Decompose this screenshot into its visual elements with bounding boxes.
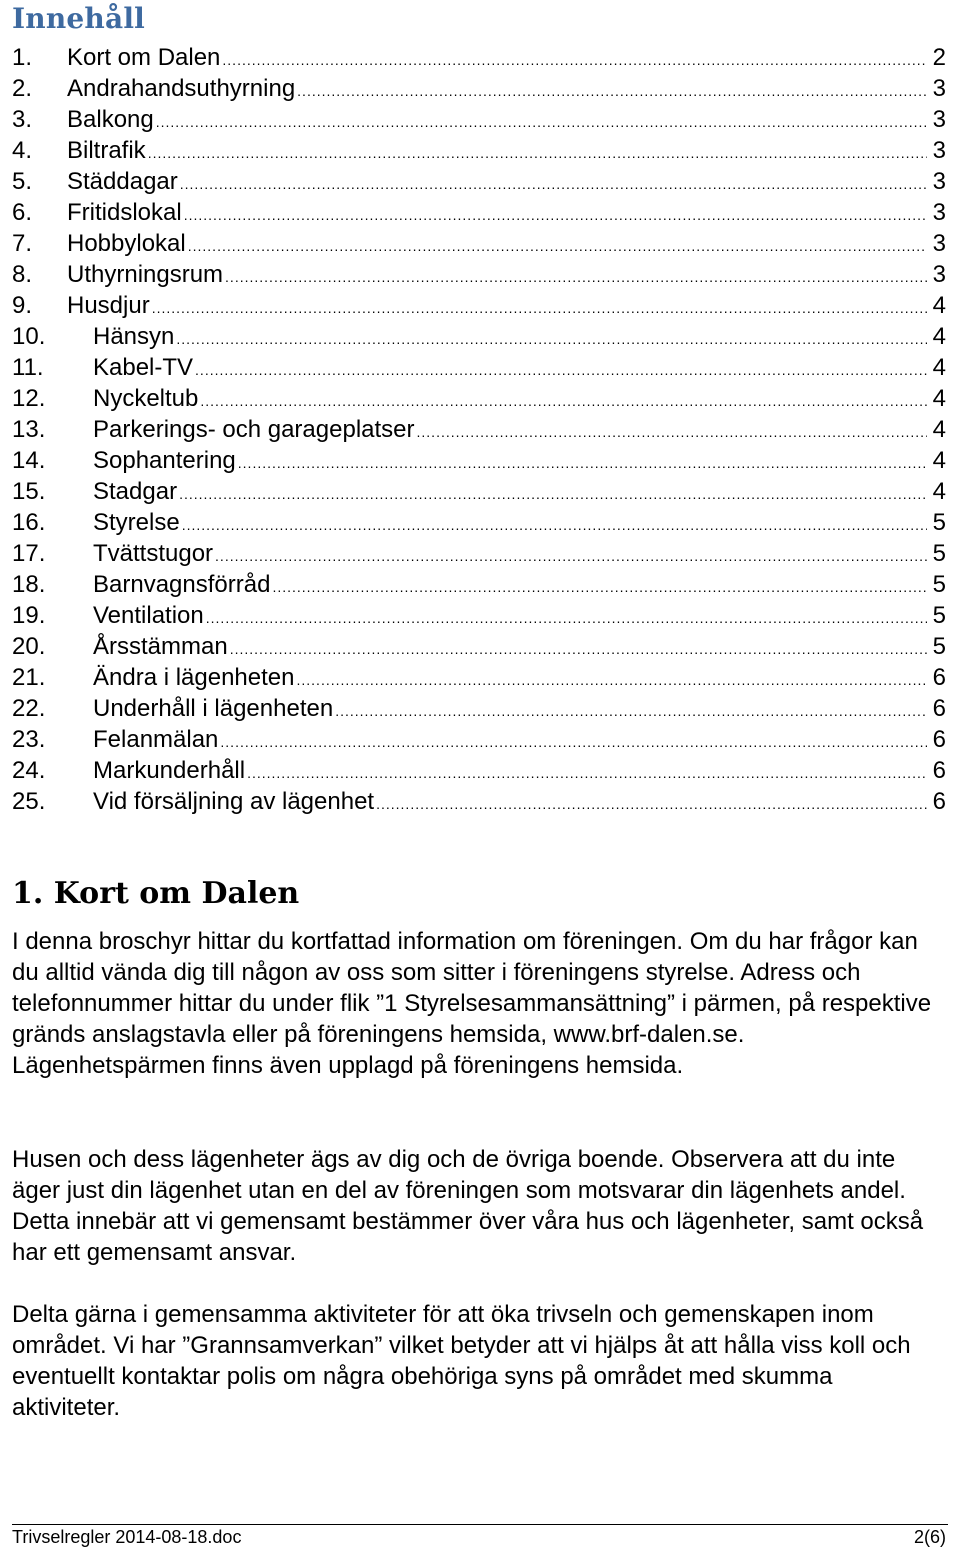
toc-entry-page: 5: [932, 571, 946, 598]
toc-entry[interactable]: [12, 631, 946, 662]
toc-leader-dots: [152, 293, 927, 324]
toc-entry-title: Markunderhåll: [93, 757, 246, 784]
toc-entry-page: 4: [932, 354, 946, 381]
toc-entry-page: 3: [932, 106, 946, 133]
toc-leader-dots: [335, 696, 926, 727]
toc-entry[interactable]: [12, 786, 946, 817]
toc-entry-title: Felanmälan: [93, 726, 219, 753]
toc-entry-page: 3: [932, 168, 946, 195]
toc-leader-dots: [206, 603, 927, 634]
toc-entry-page: 4: [932, 292, 946, 319]
toc-entry[interactable]: [12, 228, 946, 259]
toc-leader-dots: [180, 169, 927, 200]
toc-entry[interactable]: [12, 135, 946, 166]
toc-entry-title: Ventilation: [93, 602, 204, 629]
section-paragraph: I denna broschyr hittar du kortfattad information om föreningen. Om du har frågor kan du alltid vända dig till någon av oss som sitter i föreningens styrelse. Adress och telefonnummer hittar du under flik ”1 Styrelsesammansättning” i pärmen, på respektive gränds anslagstavla eller på föreningens hemsida, www.brf-dalen.se. Lägenhetspärmen finns även upplagd på föreningens hemsida.: [12, 928, 932, 1079]
toc-entry-page: 3: [932, 199, 946, 226]
toc-entry-page: 4: [932, 323, 946, 350]
toc-entry-number: 21.: [12, 664, 46, 691]
toc-entry-number: 23.: [12, 726, 46, 753]
toc-entry[interactable]: [12, 569, 946, 600]
toc-entry[interactable]: [12, 42, 946, 73]
toc-entry[interactable]: [12, 104, 946, 135]
toc-leader-dots: [222, 45, 926, 76]
toc-leader-dots: [200, 386, 926, 417]
toc-leader-dots: [188, 231, 927, 262]
toc-entry[interactable]: [12, 321, 946, 352]
toc-entry-title: Sophantering: [93, 447, 236, 474]
toc-entry-number: 19.: [12, 602, 46, 629]
toc-entry[interactable]: [12, 166, 946, 197]
toc-entry[interactable]: [12, 755, 946, 786]
toc-entry-page: 3: [932, 261, 946, 288]
toc-entry-number: 20.: [12, 633, 46, 660]
toc-entry[interactable]: [12, 383, 946, 414]
toc-entry[interactable]: [12, 724, 946, 755]
footer-filename: Trivselregler 2014-08-18.doc: [12, 1527, 242, 1547]
section-heading: 1. Kort om Dalen: [12, 876, 300, 911]
toc-leader-dots: [297, 665, 927, 696]
toc-entry-number: 11.: [12, 354, 44, 381]
toc-entry[interactable]: [12, 73, 946, 104]
toc-leader-dots: [179, 479, 927, 510]
toc-entry-page: 4: [932, 447, 946, 474]
toc-entry-title: Husdjur: [67, 292, 150, 319]
toc-entry-number: 2.: [12, 75, 33, 102]
toc-entry[interactable]: [12, 414, 946, 445]
toc-entry-page: 6: [932, 757, 946, 784]
toc-entry-number: 22.: [12, 695, 46, 722]
toc-entry[interactable]: [12, 259, 946, 290]
toc-entry-number: 15.: [12, 478, 46, 505]
toc-entry-title: Kabel-TV: [93, 354, 194, 381]
toc-leader-dots: [156, 107, 927, 138]
table-of-contents: [12, 42, 946, 817]
toc-entry-title: Andrahandsuthyrning: [67, 75, 296, 102]
toc-entry-title: Fritidslokal: [67, 199, 182, 226]
toc-entry-title: Stadgar: [93, 478, 178, 505]
toc-entry-page: 5: [932, 540, 946, 567]
toc-entry-page: 5: [932, 602, 946, 629]
section-paragraph: Husen och dess lägenheter ägs av dig och de övriga boende. Observera att du inte äger just din lägenhet utan en del av föreningen som motsvarar din lägenhets andel. Detta innebär att vi gemensamt bestämmer över våra hus och lägenheter, samt också har ett gemensamt ansvar.: [12, 1146, 924, 1266]
toc-entry-title: Styrelse: [93, 509, 180, 536]
toc-leader-dots: [182, 510, 927, 541]
toc-leader-dots: [215, 541, 927, 572]
toc-entry-page: 3: [932, 75, 946, 102]
toc-entry-number: 6.: [12, 199, 33, 226]
toc-entry-title: Barnvagnsförråd: [93, 571, 271, 598]
toc-entry-number: 4.: [12, 137, 33, 164]
toc-leader-dots: [272, 572, 926, 603]
toc-entry-page: 5: [932, 509, 946, 536]
toc-entry-number: 8.: [12, 261, 33, 288]
toc-entry-page: 6: [932, 664, 946, 691]
toc-entry-number: 7.: [12, 230, 33, 257]
toc-entry-number: 5.: [12, 168, 33, 195]
toc-entry-title: Årsstämman: [93, 633, 228, 660]
toc-entry[interactable]: [12, 290, 946, 321]
toc-entry-title: Vid försäljning av lägenhet: [93, 788, 375, 815]
toc-entry-title: Städdagar: [67, 168, 178, 195]
toc-entry-title: Hobbylokal: [67, 230, 186, 257]
toc-leader-dots: [225, 262, 927, 293]
toc-entry-title: Biltrafik: [67, 137, 146, 164]
toc-entry[interactable]: [12, 693, 946, 724]
toc-entry[interactable]: [12, 600, 946, 631]
toc-entry-page: 2: [932, 44, 946, 71]
toc-entry-title: Balkong: [67, 106, 154, 133]
toc-entry[interactable]: [12, 445, 946, 476]
toc-entry-page: 6: [932, 695, 946, 722]
toc-entry-number: 25.: [12, 788, 46, 815]
footer-page-indicator: 2(6): [913, 1527, 946, 1547]
toc-entry-title: Underhåll i lägenheten: [93, 695, 334, 722]
toc-entry-number: 3.: [12, 106, 33, 133]
toc-leader-dots: [148, 138, 927, 169]
toc-entry-page: 6: [932, 788, 946, 815]
toc-entry-page: 3: [932, 137, 946, 164]
toc-entry-title: Hänsyn: [93, 323, 175, 350]
toc-leader-dots: [238, 448, 927, 479]
toc-leader-dots: [184, 200, 927, 231]
toc-entry-number: 9.: [12, 292, 33, 319]
toc-leader-dots: [176, 324, 926, 355]
toc-leader-dots: [417, 417, 927, 448]
toc-entry-title: Ändra i lägenheten: [93, 664, 295, 691]
toc-entry-page: 3: [932, 230, 946, 257]
section-paragraph: Delta gärna i gemensamma aktiviteter för att öka trivseln och gemenskapen inom området. Vi har ”Grannsamverkan” vilket betyder att vi hjälps åt att hålla viss koll och eventuellt kontaktar polis om några obehöriga syns på området med skumma aktiviteter.: [12, 1301, 911, 1421]
toc-title: Innehåll: [12, 2, 146, 35]
toc-entry-number: 13.: [12, 416, 46, 443]
toc-entry-number: 1.: [12, 44, 33, 71]
toc-entry-page: 5: [932, 633, 946, 660]
toc-entry[interactable]: [12, 662, 946, 693]
toc-entry[interactable]: [12, 197, 946, 228]
toc-entry-title: Kort om Dalen: [67, 44, 221, 71]
toc-leader-dots: [195, 355, 927, 386]
toc-entry[interactable]: [12, 352, 946, 383]
toc-entry-page: 6: [932, 726, 946, 753]
toc-entry-number: 12.: [12, 385, 46, 412]
toc-entry-title: Nyckeltub: [93, 385, 199, 412]
toc-entry-title: Uthyrningsrum: [67, 261, 224, 288]
footer-divider: [12, 1524, 948, 1525]
toc-entry-number: 18.: [12, 571, 46, 598]
toc-entry-number: 17.: [12, 540, 46, 567]
toc-entry[interactable]: [12, 476, 946, 507]
toc-leader-dots: [220, 727, 926, 758]
toc-entry-number: 16.: [12, 509, 46, 536]
toc-entry-title: Parkerings- och garageplatser: [93, 416, 415, 443]
toc-entry-page: 4: [932, 478, 946, 505]
toc-entry-page: 4: [932, 385, 946, 412]
toc-entry-number: 10.: [12, 323, 46, 350]
toc-entry[interactable]: [12, 507, 946, 538]
toc-leader-dots: [376, 789, 927, 820]
toc-entry-page: 4: [932, 416, 946, 443]
toc-leader-dots: [247, 758, 927, 789]
toc-entry[interactable]: [12, 538, 946, 569]
toc-entry-number: 24.: [12, 757, 46, 784]
toc-entry-number: 14.: [12, 447, 46, 474]
toc-entry-title: Tvättstugor: [93, 540, 214, 567]
toc-leader-dots: [230, 634, 927, 665]
toc-leader-dots: [297, 76, 926, 107]
